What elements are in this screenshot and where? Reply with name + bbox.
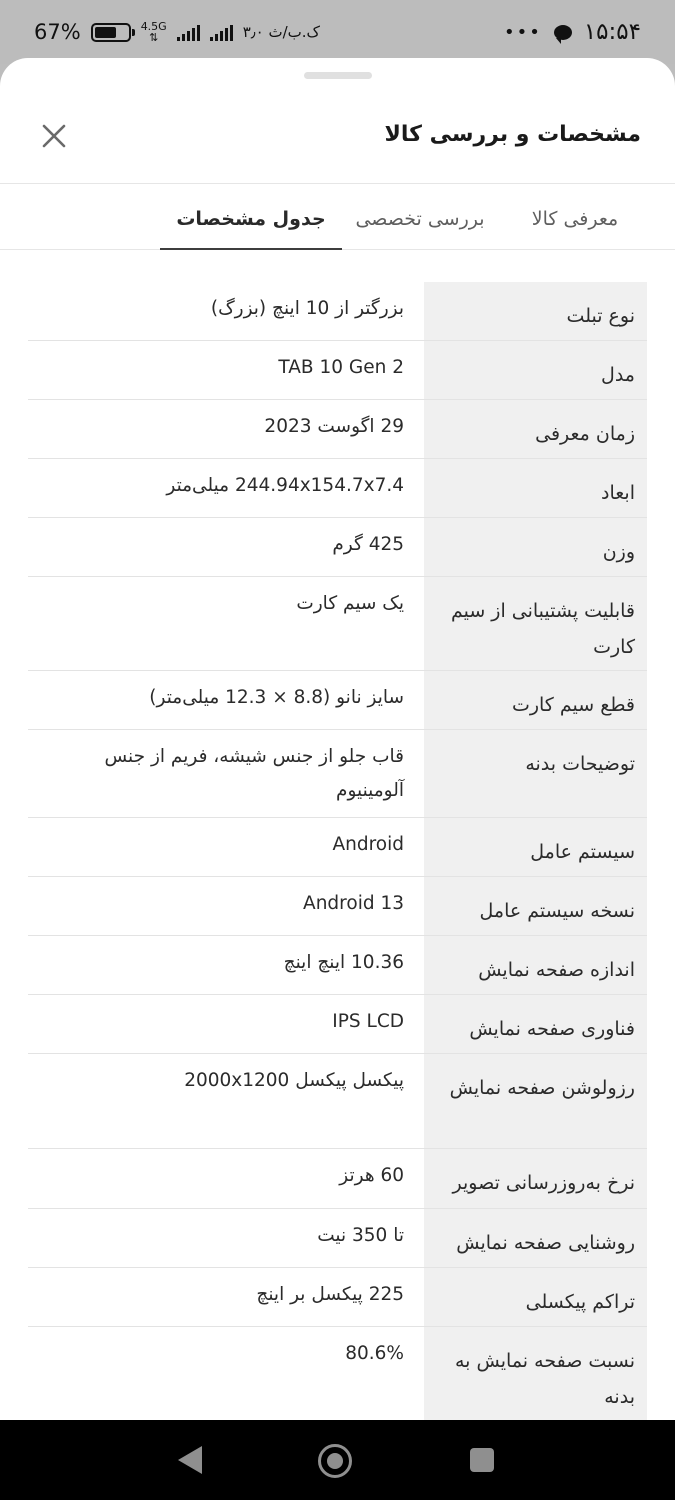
spec-value: یک سیم کارت: [296, 593, 404, 614]
signal-icon-2: [210, 23, 233, 41]
spec-row: [28, 341, 647, 400]
spec-row: [28, 518, 647, 577]
spec-label: وزن: [424, 518, 647, 576]
battery-icon: [91, 23, 131, 42]
spec-value-text: Android 13: [303, 893, 404, 914]
tab-product-intro[interactable]: معرفی کالا: [531, 208, 619, 230]
overflow-dots-icon: •••: [503, 21, 542, 43]
spec-label: توضیحات بدنه: [424, 730, 647, 817]
spec-row: [28, 1149, 647, 1209]
recent-apps-icon[interactable]: [470, 1448, 494, 1472]
spec-value: قاب جلو از جنس شیشه، فریم از جنس آلومینیوم: [104, 746, 404, 801]
spec-row: [28, 282, 647, 341]
drag-handle[interactable]: [304, 72, 372, 79]
network-type-icon: 4.5G ⇅: [140, 20, 167, 44]
spec-label: ابعاد: [424, 459, 647, 517]
spec-value: [28, 995, 424, 1053]
clock: ۱۵:۵۴: [583, 19, 641, 45]
spec-label: قابلیت پشتیبانی از سیم کارت: [424, 577, 647, 670]
spec-label: نسبت صفحه نمایش به بدنه: [424, 1327, 647, 1420]
spec-table: [28, 282, 647, 1420]
spec-label: رزولوشن صفحه نمایش: [424, 1054, 647, 1148]
spec-value: 225 پیکسل بر اینچ: [256, 1284, 404, 1305]
spec-value-text: TAB 10 Gen 2: [278, 357, 404, 378]
spec-value: 425 گرم: [332, 534, 404, 555]
tab-spec-table[interactable]: جدول مشخصات: [160, 184, 342, 250]
spec-value: 29 اگوست 2023: [264, 416, 404, 437]
spec-row: [28, 1327, 647, 1420]
status-right: [504, 19, 641, 45]
tab-bar: [0, 184, 675, 250]
spec-label: تراکم پیکسلی: [424, 1268, 647, 1326]
sheet-title: مشخصات و بررسی کالا: [384, 122, 641, 147]
spec-row: [28, 1268, 647, 1327]
home-icon[interactable]: [318, 1444, 352, 1478]
navigation-bar: [0, 1420, 675, 1500]
sheet-header: [0, 98, 675, 184]
spec-value: [28, 341, 424, 399]
spec-value: [28, 818, 424, 876]
spec-row: [28, 818, 647, 877]
spec-label: فناوری صفحه نمایش: [424, 995, 647, 1053]
spec-row: [28, 459, 647, 518]
spec-label: اندازه صفحه نمایش: [424, 936, 647, 994]
spec-row: [28, 1209, 647, 1268]
tab-expert-review[interactable]: بررسی تخصصی: [355, 208, 485, 230]
status-bar: [0, 0, 675, 64]
spec-row: [28, 995, 647, 1054]
spec-label: نسخه سیستم عامل: [424, 877, 647, 935]
spec-value: 244.94x154.7x7.4 میلی‌متر: [166, 475, 404, 496]
spec-label: زمان معرفی: [424, 400, 647, 458]
spec-label: نوع تبلت: [424, 282, 647, 340]
bottom-sheet: [0, 58, 675, 1420]
spec-value: 10.36 اینچ اینچ: [283, 952, 404, 973]
spec-label: مدل: [424, 341, 647, 399]
spec-label: سیستم عامل: [424, 818, 647, 876]
spec-row: [28, 1054, 647, 1149]
spec-row: [28, 936, 647, 995]
spec-value: 60 هرتز: [339, 1165, 404, 1186]
spec-value: بزرگتر از 10 اینچ (بزرگ): [210, 298, 404, 319]
spec-label: قطع سیم کارت: [424, 671, 647, 729]
spec-label: نرخ به‌روزرسانی تصویر: [424, 1149, 647, 1208]
spec-value: [28, 1327, 424, 1420]
signal-icon: [177, 23, 200, 41]
spec-row: [28, 400, 647, 459]
close-icon[interactable]: [40, 122, 68, 150]
data-speed: ۳٫۰ ک.ب/ث: [242, 23, 320, 41]
spec-value: [28, 877, 424, 935]
spec-value: پیکسل پیکسل 2000x1200: [184, 1070, 404, 1091]
spec-value-text: 80.6%: [345, 1343, 404, 1364]
spec-value: تا 350 نیت: [317, 1225, 404, 1246]
chat-icon: [554, 25, 572, 40]
spec-label: روشنایی صفحه نمایش: [424, 1209, 647, 1267]
spec-value: سایز نانو (8.8 × 12.3 میلی‌متر): [149, 687, 404, 708]
spec-row: [28, 730, 647, 818]
spec-row: [28, 877, 647, 936]
spec-value-text: Android: [332, 834, 404, 855]
spec-row: [28, 577, 647, 671]
spec-row: [28, 671, 647, 730]
back-icon[interactable]: [178, 1446, 202, 1474]
status-left: [34, 20, 320, 44]
network-type: 4.5G: [140, 20, 167, 33]
battery-percent: 67%: [34, 20, 81, 44]
spec-value-text: IPS LCD: [332, 1011, 404, 1032]
